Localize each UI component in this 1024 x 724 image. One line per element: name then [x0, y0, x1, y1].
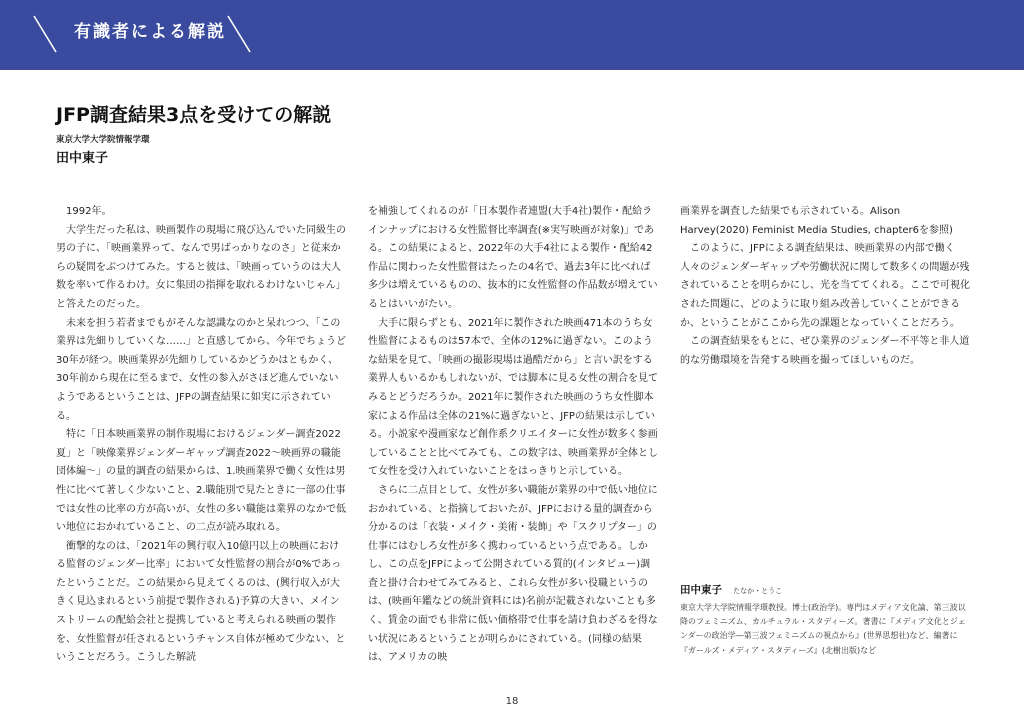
banner-title: 有識者による解説 [74, 22, 226, 42]
author-name: 田中東子 [56, 151, 109, 166]
body-column-2 [368, 203, 658, 668]
paragraph: 1992年。 [66, 206, 112, 217]
paragraph: 未来を担う若者までもがそんな認識なのかと呆れつつ、「この業界は先細りしていくな……」と直感してから、今年でちょうど30年が経つ。映画業界が先細りしているかどうかはともかく、30年前から現在に至るまで、女性の参入がさほど進んでいないようであるということは、JFPの調査結果に如実に示されている。 [56, 317, 346, 422]
paragraph: を補強してくれるのが「日本製作者連盟(大手4社)製作・配給ラインナップにおける女性監督比率調査(※実写映画が対象)」である。この結果によると、2022年の大手4社による製作・配給42作品に関わった女性監督はたったの4名で、過去3年に比べれば多少は増えているものの、抜本的に女性監督の作品数が増えているとはいいがたい。 [368, 206, 658, 310]
paragraph: この調査結果をもとに、ぜひ業界のジェンダー不平等と非人道的な労働環境を告発する映画を撮ってほしいものだ。 [680, 336, 970, 366]
paragraph: 大学生だった私は、映画製作の現場に飛び込んでいた同級生の男の子に、「映画業界って、なんで男ばっかりなのさ」と従来からの疑問をぶつけてみた。すると彼は、「映画っていうのは大人数を率いて作るわけ。女に集団の指揮を取れるわけないじゃん」と答えたのだった。 [56, 224, 346, 310]
banner-slash-right [228, 16, 250, 52]
paragraph: 特に「日本映画業界の制作現場におけるジェンダー調査2022夏」と「映像業界ジェンダーギャップ調査2022〜映画界の職能団体編〜」の量的調査の結果からは、1.映画業界で働く女性は男性に比べて著しく少ないこと、2.職能別で見たときに一部の仕事では女性の比率の方が高いが、女性の多い職能は業界のなかで低い地位におかれていること、の二点が読み取れる。 [56, 429, 346, 534]
paragraph: 画業界を調査した結果でも示されている。Alison Harvey(2020) Feminist Media Studies, chapter6を参照) [680, 206, 953, 236]
author-profile [680, 578, 970, 658]
paragraph: 大手に限らずとも、2021年に製作された映画471本のうち女性監督によるものは57本で、全体の12%に過ぎない。このような結果を見て、「映画の撮影現場は過酷だから」と言い訳をする業界人もいるかもしれないが、では脚本に見る女性の割合を見てみるとどうだろうか。2021年に製作された映画のうち女性脚本家による作品は全体の21%に過ぎないと、JFPの結果は示している。小説家や漫画家など創作系クリエイターに女性が数多く参画していることと比べてみても、この数字は、映画業界が全体として女性を受け入れていないことをはっきりと示している。 [368, 317, 658, 478]
banner-slash-left [34, 16, 56, 52]
body-column-3 [680, 203, 970, 370]
profile-name-reading: たなか・とうこ [733, 587, 783, 595]
article-title: JFP調査結果3点を受けての解説 [56, 104, 332, 126]
body-column-1 [56, 203, 346, 668]
header-banner [0, 0, 1024, 70]
profile-header [680, 578, 970, 597]
profile-bio: 東京大学大学院情報学環教授。博士(政治学)。専門はメディア文化論、第三波以降のフェミニズム、カルチュラル・スタディーズ。著書に『メディア文化とジェンダーの政治学―第三波フェミニズムの視点から』(世界思想社)など、編著に『ガールズ・メディア・スタディーズ』(北樹出版)など [680, 603, 966, 655]
paragraph: このように、JFPによる調査結果は、映画業界の内部で働く人々のジェンダーギャップや労働状況に関して数多くの問題が残されていることを明らかにし、光を当ててくれる。ここで可視化された問題に、どのように取り組み改善していくことができるか、ということがここから先の課題となっていくことだろう。 [680, 243, 970, 329]
paragraph: 衝撃的なのは、「2021年の興行収入10億円以上の映画における監督のジェンダー比率」において女性監督の割合が0%であったということだ。この結果から見えてくるのは、(興行収入が大きく見込まれるという前提で製作される)予算の大きい、メインストリームの配給会社と提携していると考えられる映画の製作を、女性監督が任されるというチャンス自体が極めて少ない、ということだろう。こうした解読 [56, 540, 346, 664]
author-affiliation: 東京大学大学院情報学環 [56, 135, 150, 145]
profile-name: 田中東子 [680, 584, 722, 596]
paragraph: さらに二点目として、女性が多い職能が業界の中で低い地位におかれている、と指摘しておいたが、JFPにおける量的調査から分かるのは「衣装・メイク・美術・装飾」や「スクリプター」の仕事にはむしろ女性が多く携わっているという点である。しかし、この点をJFPによって公開されている質的(インタビュー)調査と掛け合わせてみてみると、これら女性が多い役職というのは、(映画年鑑などの統計資料には)名前が記載されないことも多く、賃金の面でも非常に低い価格帯で仕事を請け負わざるを得ない状況にあるということが明らかにされている。(同様の結果は、アメリカの映 [368, 484, 658, 664]
page-number: 18 [505, 696, 519, 707]
